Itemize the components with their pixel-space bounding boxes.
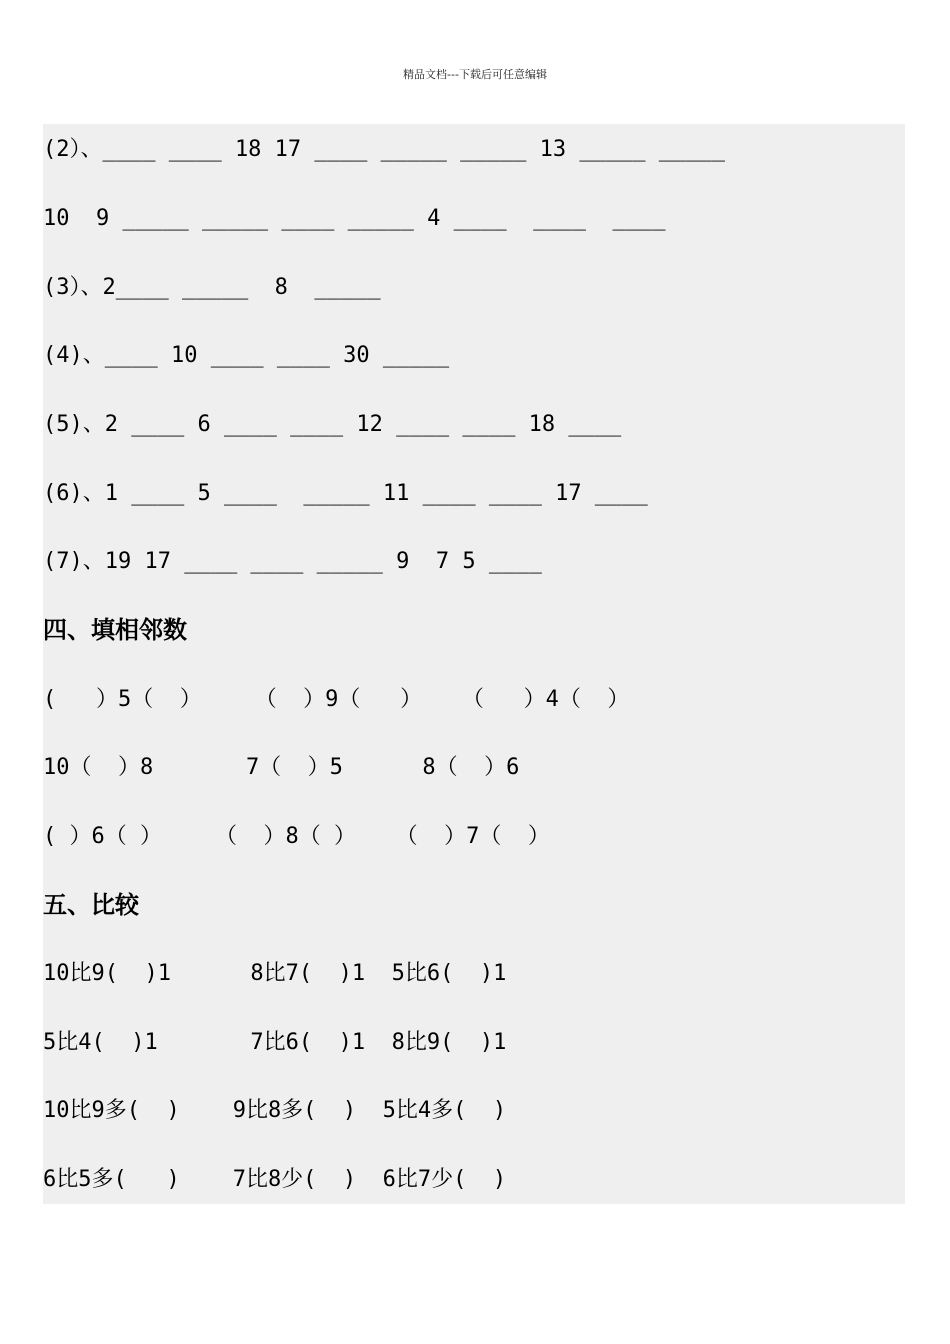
sequence-line-4: (4)、____ 10 ____ ____ 30 _____ (43, 343, 450, 368)
sequence-line-6: (6)、1 ____ 5 ____ _____ 11 ____ ____ 17 ____ (43, 481, 648, 506)
compare-line-4: 6比5多( ) 7比8少( ) 6比7少( ) (43, 1167, 507, 1192)
sequence-line-3: (3）、2____ _____ 8 _____ (43, 275, 381, 300)
sequence-line-2: (2）、____ ____ 18 17 ____ _____ _____ 13 _____ _____ (43, 137, 726, 162)
compare-line-2: 5比4( )1 7比6( )1 8比9( )1 (43, 1030, 507, 1055)
compare-line-1: 10比9( )1 8比7( )1 5比6( )1 (43, 961, 507, 986)
neighbor-line-1: ( ）5（ ） （ ）9（ ） （ ）4（ ） (43, 687, 630, 712)
section4-heading: 四、填相邻数 (43, 616, 187, 644)
sequence-line-2-continued: 10 9 _____ _____ ____ _____ 4 ____ ____ ____ (43, 206, 666, 231)
neighbor-line-3: ( ）6（ ） （ ）8（ ） （ ）7（ ） (43, 824, 550, 849)
page-header: 精品文档---下载后可任意编辑 (403, 68, 547, 81)
section5-heading: 五、比较 (43, 891, 139, 919)
compare-line-3: 10比9多( ) 9比8多( ) 5比4多( ) (43, 1098, 507, 1123)
sequence-line-7: (7)、19 17 ____ ____ _____ 9 7 5 ____ (43, 549, 542, 574)
sequence-line-5: (5)、2 ____ 6 ____ ____ 12 ____ ____ 18 ____ (43, 412, 622, 437)
neighbor-line-2: 10（ ）8 7（ ）5 8（ ）6 (43, 755, 520, 780)
